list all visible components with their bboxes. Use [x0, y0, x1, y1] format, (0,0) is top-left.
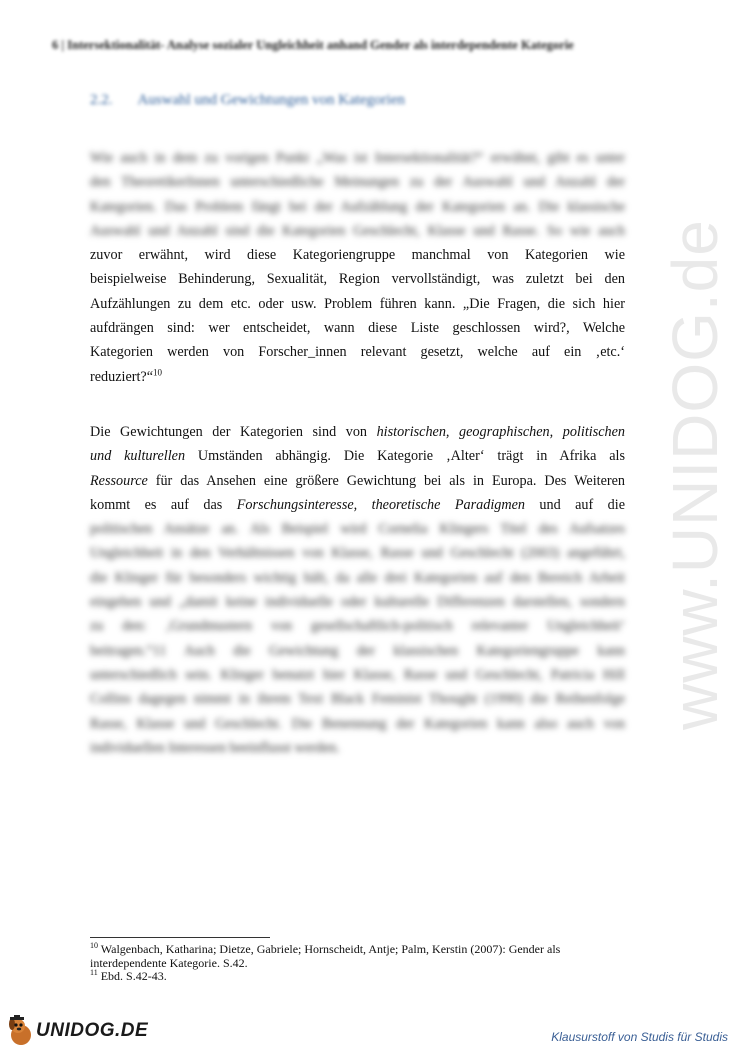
text-line: unterschiedlich sein. Klinger benutzt hier Klasse, Rasse und Geschlecht, Patricia Hill	[90, 666, 625, 683]
text-line	[90, 469, 625, 493]
watermark	[640, 219, 750, 740]
logo-text: UNIDOG.DE	[36, 1020, 149, 1041]
section-number: 2.2.	[90, 92, 113, 108]
footer-tagline: Klausurstoff von Studis für Studis	[551, 1030, 728, 1044]
unidog-logo	[6, 1015, 166, 1049]
footnote-number: 10	[90, 941, 98, 950]
text-line: den TheoretikerInnen unterschiedliche Meinungen zu der Auswahl und Anzahl der	[90, 174, 625, 191]
italic-fragment: Ressource	[90, 472, 148, 489]
text-fragment: und auf die	[525, 496, 625, 513]
text-line: Ungleichheit in den Verhältnissen von Klasse, Rasse und Geschlecht (2003) angeführt,	[90, 545, 625, 562]
footnotes	[90, 943, 610, 984]
paragraph-2	[90, 420, 625, 760]
text-line: beispielweise Behinderung, Sexualität, Region vervollständigt, was zuletzt bei den	[90, 271, 625, 288]
text-line	[90, 365, 625, 389]
text-line	[90, 444, 625, 468]
text-line: individuellen Interessen beeinflusst werden.	[90, 739, 340, 756]
paragraph-1	[90, 146, 625, 389]
text-line: Kategorien werden von Forscher_innen relevant gesetzt, welche auf ein ‚etc.‘	[90, 344, 625, 361]
footnote-ref: 10	[153, 366, 163, 377]
text-line: Auswahl und Anzahl sind die Kategorien Geschlecht, Klasse und Rasse. So wie auch	[90, 222, 625, 239]
watermark-text: www.UNIDOG.de	[659, 219, 731, 730]
italic-fragment: Forschungsinteresse, theoretische Paradigmen	[236, 496, 525, 513]
text-line	[90, 420, 625, 444]
footnote-11	[90, 970, 610, 984]
italic-fragment: historischen, geographischen, politischen	[376, 424, 625, 440]
text-line: Collins dagegen nimmt in ihrem Text Black Feminist Thought (1990) die Reihenfolge	[90, 691, 625, 708]
footnote-divider	[90, 937, 270, 938]
text-line: Rasse, Klasse und Geschlecht. Die Benennung der Kategorien kann also auch von	[90, 715, 625, 732]
text-line: Kategorien. Das Problem fängt bei der Aufzählung der Kategorien an. Die klassische	[90, 198, 625, 215]
text-line: aufdrängen sind: wer entscheidet, wann diese Liste geschlossen wird?, Welche	[90, 320, 625, 337]
text-fragment: für das Ansehen eine größere Gewichtung bei als in Europa. Des Weiteren	[147, 472, 625, 489]
text-fragment: Umständen abhängig. Die Kategorie ‚Alter‘ trägt in Afrika als	[185, 448, 625, 465]
text-line	[90, 493, 625, 517]
text-fragment: kommt es auf das	[90, 496, 237, 513]
section-heading	[90, 92, 405, 109]
text-line: die Klinger für besonders wichtig hält, da alle drei Kategorien auf den Bereich Arbeit	[90, 569, 625, 586]
text-line: eingehen und „damit keine individuelle oder kulturelle Differenzen darstellen, sondern	[90, 594, 625, 611]
text-fragment: Die Gewichtungen der Kategorien sind von	[90, 424, 377, 440]
running-header: 6 | Intersektionalität- Analyse sozialer Ungleichheit anhand Gender als interdependente Kategorie	[52, 38, 574, 52]
footnote-10	[90, 943, 610, 970]
paragraph-2-blurred	[90, 517, 625, 760]
text-line: zu den: ‚Grundmustern von gesellschaftlich-politisch relevanter Ungleichheit‘	[90, 618, 625, 635]
section-title: Auswahl und Gewichtungen von Kategorien	[137, 92, 405, 108]
italic-fragment: und kulturellen	[90, 448, 186, 465]
footnote-text: Walgenbach, Katharina; Dietze, Gabriele; Hornscheidt, Antje; Palm, Kerstin (2007): Gender als interdependente Kategorie. S.42.	[90, 942, 561, 970]
text-line: beitragen.“11 Auch die Gewichtung der klassischen Kategoriengruppe kann	[90, 642, 625, 659]
text-fragment: reduziert?“	[90, 368, 154, 385]
dog-mascot-icon	[6, 1015, 36, 1047]
paragraph-1-blurred	[90, 146, 625, 243]
text-line: Wie auch in dem zu vorigen Punkt „Was ist Intersektionalität?“ erwähnt, gibt es unter	[90, 150, 625, 166]
footnote-text: Ebd. S.42-43.	[97, 969, 167, 983]
text-line: politischen Ansätze an. Als Beispiel wird Cornelia Klingers Titel des Aufsatzes	[90, 521, 625, 538]
footnote-number: 11	[90, 968, 98, 977]
text-line: Aufzählungen zu dem etc. oder usw. Problem führen kann. „Die Fragen, die sich hier	[90, 295, 625, 312]
text-line: zuvor erwähnt, wird diese Kategoriengruppe manchmal von Kategorien wie	[90, 247, 625, 264]
